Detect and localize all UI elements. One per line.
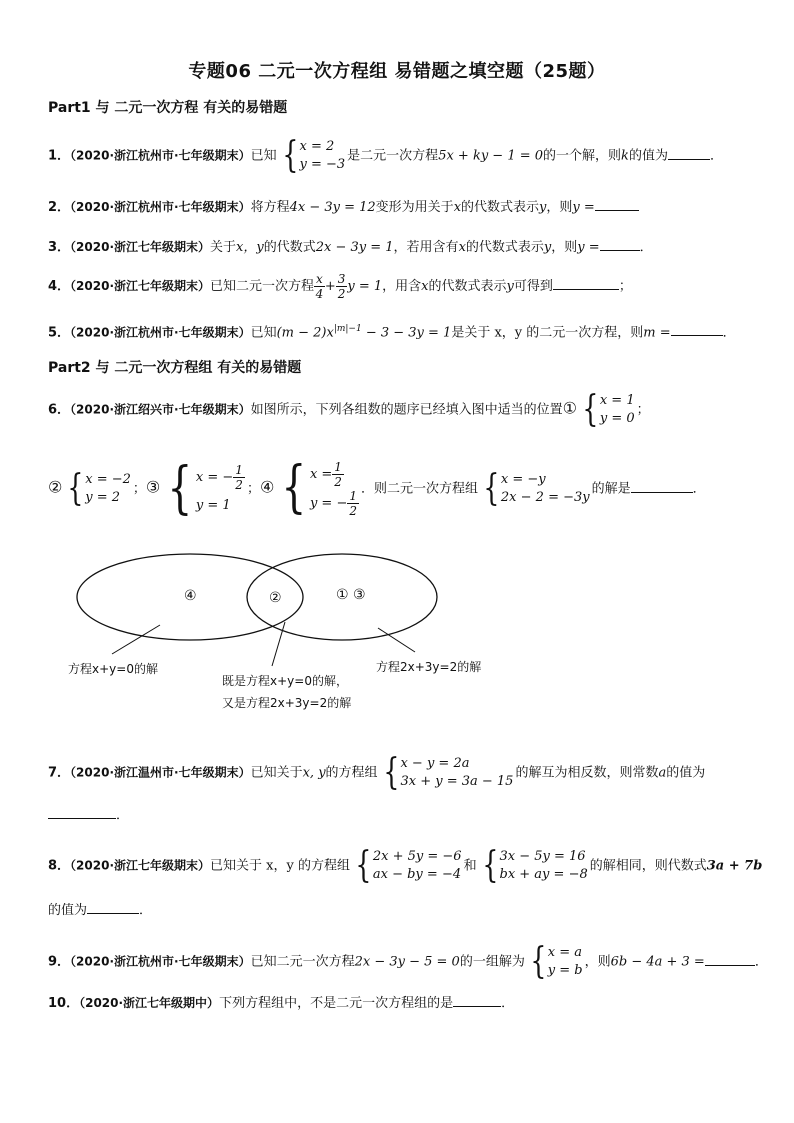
q6-number: 6．	[48, 402, 71, 418]
q9-answer-blank[interactable]	[705, 951, 755, 966]
q6-s5-line1: x = −y	[500, 472, 546, 487]
question-7	[48, 752, 706, 793]
q4-var2: y	[506, 279, 514, 294]
q6-system-1	[579, 389, 635, 430]
q2-post: ，则	[546, 200, 573, 215]
q7-var: a	[658, 765, 667, 781]
frac-den: 2	[235, 478, 243, 493]
question-4	[48, 272, 632, 301]
q7-sys-line1: x − y = 2a	[400, 756, 470, 771]
q6-system-4	[276, 455, 359, 520]
q4-frac-32	[336, 272, 348, 301]
q4-answer-blank[interactable]	[553, 275, 619, 290]
q2-pre: 将方程	[250, 200, 290, 215]
venn-label-left: 方程x+y=0的解	[68, 662, 158, 676]
q6-system-2	[64, 468, 131, 509]
frac-num: 3	[337, 272, 346, 286]
q3-equation: 2x − 3y = 1	[315, 240, 394, 255]
q9-sys-line2: y = b	[547, 963, 583, 978]
q6-s1-line1: x = 1	[599, 393, 635, 408]
q5-mid: 是关于 x，y 的二元一次方程，则	[451, 325, 644, 341]
q6-semi-3: ；	[246, 481, 260, 497]
q5-equation: (m − 2)x	[276, 325, 334, 341]
q6-answer-blank[interactable]	[631, 478, 693, 493]
question-6-line2	[48, 455, 706, 521]
q7-post: 的解互为相反数，则常数	[515, 765, 659, 781]
q8-answer-blank[interactable]	[87, 899, 139, 914]
q9-sys-line1: x = a	[547, 945, 582, 960]
q8-system-2	[479, 845, 588, 886]
venn-diagram	[60, 552, 520, 722]
q6-circle-4: ④	[259, 477, 275, 497]
q9-system	[527, 941, 583, 982]
brace-icon: {	[282, 135, 299, 176]
q2-answer-blank[interactable]	[595, 196, 639, 211]
q9-post: ，则	[584, 954, 611, 970]
frac-num: x	[316, 272, 323, 286]
q4-post: 可得到	[513, 279, 553, 294]
q1-end: ．	[709, 148, 723, 164]
brace-icon: {	[281, 455, 307, 520]
q6-s4-lhs: x =	[309, 467, 333, 482]
part2-heading: Part2 与 二元一次方程组 有关的易错题	[48, 360, 302, 376]
question-2	[48, 196, 639, 217]
q6-end: ．	[692, 481, 706, 497]
q7-mid: 的方程组	[325, 765, 378, 781]
q2-answer-prefix: y =	[572, 200, 595, 215]
q7-number: 7．	[48, 765, 71, 781]
q5-end: ．	[722, 325, 736, 341]
q6-mid: ．则二元一次方程组	[360, 481, 478, 497]
q6-s4-line2	[310, 489, 359, 518]
q8-post: 的解相同，则代数式	[589, 858, 707, 874]
q1-post2: 的值为	[628, 148, 668, 164]
q3-pre: 关于	[210, 240, 237, 255]
frac-num: 1	[349, 489, 357, 503]
q9-pre: 已知二元一次方程	[250, 954, 355, 970]
q4-frac-x4	[314, 272, 325, 301]
q6-system-5	[480, 468, 590, 509]
q2-mid: 变形为用关于	[375, 200, 454, 215]
venn-label-middle-2: 又是方程2x+3y=2的解	[222, 696, 352, 710]
q4-pre: 已知二元一次方程	[210, 279, 315, 294]
q7-source: （2020·浙江温州市·七年级期末）	[70, 765, 251, 780]
q8-pre: 已知关于 x，y 的方程组	[210, 858, 350, 874]
q1-var: k	[621, 148, 629, 164]
question-8	[48, 845, 763, 886]
brace-icon: {	[582, 389, 599, 430]
q1-source: （2020·浙江杭州市·七年级期末）	[70, 148, 251, 163]
q3-mid3: 的代数式表示	[465, 240, 544, 255]
brace-icon: {	[67, 468, 84, 509]
q8-expression: 3a + 7b	[706, 858, 763, 874]
venn-right-set: ① ③	[336, 587, 366, 603]
brace-icon: {	[483, 468, 500, 509]
q6-semi-1: ；	[636, 402, 650, 418]
q3-var2: y	[543, 240, 552, 255]
q3-mid: 的代数式	[263, 240, 316, 255]
q1-mid: 是二元一次方程	[347, 148, 439, 164]
q8-and: 和	[463, 858, 477, 874]
question-1	[48, 135, 723, 176]
q2-var2: y	[539, 200, 547, 215]
q4-eq-tail: y = 1	[347, 279, 383, 294]
q8-s2-line2: bx + ay = −8	[499, 867, 588, 882]
q6-pre: 如图所示，下列各组数的题序已经填入图中适当的位置	[250, 402, 563, 418]
page-title: 专题06 二元一次方程组 易错题之填空题（25题）	[188, 61, 606, 82]
pointer-right-line	[378, 628, 415, 652]
q4-end: ；	[618, 279, 632, 294]
venn-label-middle-1: 既是方程x+y=0的解，	[222, 674, 348, 688]
q3-end: ．	[639, 240, 653, 255]
q10-text: 下列方程组中，不是二元一次方程组的是	[219, 996, 454, 1011]
q8-s1-line2: ax − by = −4	[372, 867, 462, 882]
q9-source: （2020·浙江杭州市·七年级期末）	[70, 954, 251, 969]
q10-answer-blank[interactable]	[453, 992, 501, 1007]
q3-vars: x，y	[236, 240, 264, 255]
frac-num: 1	[334, 460, 342, 474]
q9-expression: 6b − 4a + 3 =	[610, 954, 705, 970]
q1-equation: 5x + ky − 1 = 0	[438, 148, 544, 164]
q6-s2-line2: y = 2	[85, 490, 121, 505]
pointer-left-line	[112, 625, 160, 654]
q1-answer-blank[interactable]	[668, 145, 710, 160]
q6-circle-2: ②	[48, 477, 63, 497]
q9-equation: 2x − 3y − 5 = 0	[354, 954, 460, 970]
q3-mid2: ，若用含有	[393, 240, 459, 255]
q3-number: 3．	[48, 240, 71, 255]
brace-icon: {	[482, 845, 499, 886]
q3-answer-blank[interactable]	[600, 236, 640, 251]
q1-system	[279, 135, 346, 176]
q9-mid: 的一组解为	[459, 954, 525, 970]
frac-den: 2	[337, 287, 346, 301]
q4-mid2: 的代数式表示	[428, 279, 507, 294]
q6-system-3	[162, 456, 245, 521]
q7-answer-blank[interactable]	[48, 804, 116, 819]
question-9	[48, 941, 768, 982]
q4-plus: +	[324, 279, 336, 294]
q5-equation-rest: − 3 − 3y = 1	[361, 325, 452, 341]
question-8-line2	[48, 899, 152, 920]
q8-end: ．	[139, 903, 153, 918]
q3-post: ，则	[551, 240, 578, 255]
q9-end: ．	[754, 954, 768, 970]
q8-s1-line1: 2x + 5y = −6	[372, 849, 462, 864]
q4-mid: ，用含	[382, 279, 422, 294]
q4-var: x	[421, 279, 429, 294]
q8-source: （2020·浙江七年级期末）	[70, 858, 211, 873]
q6-s4-lhs2: y = −	[309, 496, 348, 511]
q3-answer-prefix: y =	[577, 240, 600, 255]
q7-post2: 的值为	[666, 765, 706, 781]
q4-source: （2020·浙江七年级期末）	[70, 279, 211, 293]
q3-var: x	[458, 240, 466, 255]
q6-s3-lhs: x = −	[195, 470, 234, 486]
q10-number: 10．	[48, 996, 80, 1011]
q6-semi-2: ；	[132, 481, 146, 497]
frac-den: 2	[349, 504, 357, 518]
question-3	[48, 236, 653, 257]
q10-end: ．	[501, 996, 515, 1011]
q5-source: （2020·浙江杭州市·七年级期末）	[70, 325, 251, 340]
q5-answer-blank[interactable]	[671, 321, 723, 336]
q5-answer-prefix: m =	[643, 325, 671, 341]
q7-system	[380, 752, 514, 793]
q6-source: （2020·浙江绍兴市·七年级期末）	[70, 402, 251, 417]
q6-s4-line1	[310, 460, 359, 489]
frac-den: 2	[334, 475, 342, 489]
q5-pre: 已知	[250, 325, 277, 341]
venn-middle-set: ②	[269, 590, 282, 606]
brace-icon: {	[382, 752, 400, 793]
q6-s3-line1	[196, 463, 245, 492]
q8-line2-text: 的值为	[48, 903, 88, 918]
q1-sys-line2: y = −3	[299, 157, 346, 172]
q2-number: 2．	[48, 200, 71, 215]
q7-pre: 已知关于	[250, 765, 303, 781]
q8-s2-line1: 3x − 5y = 16	[499, 849, 586, 864]
q2-mid2: 的代数式表示	[461, 200, 540, 215]
question-6	[48, 389, 650, 430]
frac-num: 1	[235, 463, 243, 478]
q6-s1-line2: y = 0	[599, 411, 635, 426]
q5-exponent: |m|−1	[333, 324, 362, 334]
q6-post: 的解是	[591, 481, 631, 497]
q6-s5-line2: 2x − 2 = −3y	[500, 490, 590, 505]
q6-s3-line2: y = 1	[195, 497, 231, 513]
q1-sys-line1: x = 2	[299, 139, 335, 154]
question-7-line2	[48, 804, 129, 825]
brace-icon: {	[167, 456, 193, 521]
question-10	[48, 992, 514, 1013]
q2-var: x	[453, 200, 462, 215]
q3-source: （2020·浙江七年级期末）	[70, 240, 211, 254]
q7-sys-line2: 3x + y = 3a − 15	[400, 774, 514, 789]
q10-source: （2020·浙江七年级期中）	[79, 996, 220, 1010]
brace-icon: {	[530, 941, 547, 982]
brace-icon: {	[355, 845, 372, 886]
q1-pre: 已知	[250, 148, 277, 164]
q8-system-1	[352, 845, 462, 886]
part1-heading: Part1 与 二元一次方程 有关的易错题	[48, 100, 288, 116]
q2-equation: 4x − 3y = 12	[289, 200, 376, 215]
q6-circle-3: ③	[145, 477, 161, 497]
q1-number: 1．	[48, 148, 71, 164]
q2-source: （2020·浙江杭州市·七年级期末）	[70, 200, 251, 214]
q6-circle-1: ①	[562, 398, 577, 418]
q9-number: 9．	[48, 954, 71, 970]
frac-den: 4	[315, 287, 324, 301]
venn-label-right: 方程2x+3y=2的解	[376, 660, 482, 674]
q5-number: 5．	[48, 325, 71, 341]
venn-left-set: ④	[184, 588, 197, 604]
q6-s2-line1: x = −2	[85, 472, 131, 487]
q8-number: 8．	[48, 858, 71, 874]
q1-post: 的一个解，则	[543, 148, 622, 164]
q7-end: ．	[116, 808, 130, 823]
q4-number: 4．	[48, 279, 71, 294]
q7-vars: x, y	[302, 765, 326, 781]
question-5	[48, 320, 736, 342]
